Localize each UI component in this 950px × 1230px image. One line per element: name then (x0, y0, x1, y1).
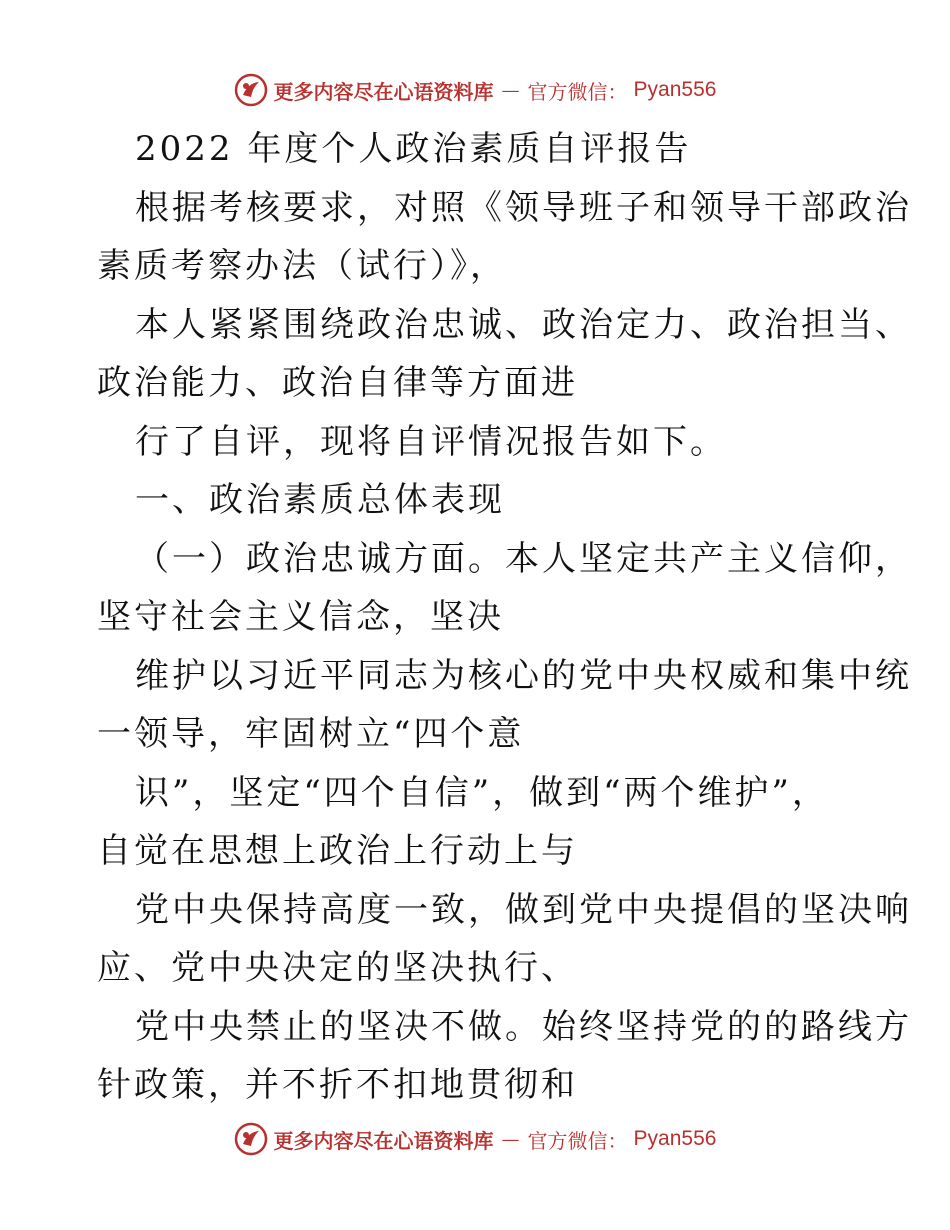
section-heading: 一、政治素质总体表现 (135, 480, 505, 520)
text-line: 党中央保持高度一致，做到党中央提倡的坚决响 (135, 889, 912, 930)
header-banner (0, 70, 950, 110)
banner-separator: — (501, 1128, 520, 1150)
text-line: 党中央禁止的坚决不做。始终坚持党的的路线方 (135, 1006, 912, 1047)
text-line: 根据考核要求，对照《领导班子和领导干部政治 (135, 187, 912, 228)
banner-separator: — (501, 79, 520, 101)
document-title: 2022 年度个人政治素质自评报告 (135, 129, 692, 169)
text-line: 针政策，并不折不扣地贯彻和 (97, 1065, 578, 1105)
text-line: 一领导，牢固树立“四个意 (97, 714, 525, 754)
text-line: 本人紧紧围绕政治忠诚、政治定力、政治担当、 (135, 304, 912, 345)
logo-icon (234, 1122, 268, 1156)
text-line: 行了自评，现将自评情况报告如下。 (135, 421, 727, 462)
logo-icon (234, 73, 268, 107)
text-line: 应、党中央决定的坚决执行、 (97, 948, 578, 988)
footer-banner (0, 1119, 950, 1159)
document-body (97, 120, 912, 1115)
text-line: 坚守社会主义信念，坚决 (97, 597, 504, 637)
text-line: 识”，坚定“四个自信”，做到“两个维护”， (135, 772, 829, 813)
text-line: （一）政治忠诚方面。本人坚定共产主义信仰， (135, 538, 912, 579)
banner-wechat-label: 官方微信： (527, 1128, 628, 1153)
banner-wechat-label: 官方微信： (527, 79, 628, 104)
text-line: 维护以习近平同志为核心的党中央权威和集中统 (135, 655, 912, 696)
text-line: 自觉在思想上政治上行动上与 (97, 831, 578, 871)
text-line: 素质考察办法（试行）》， (97, 246, 507, 286)
banner-slogan: 更多内容尽在心语资料库 (273, 1128, 494, 1153)
banner-slogan: 更多内容尽在心语资料库 (273, 79, 494, 104)
banner-wechat-id: Pyan556 (633, 78, 717, 101)
banner-wechat-id: Pyan556 (633, 1127, 717, 1150)
text-line: 政治能力、政治自律等方面进 (97, 363, 578, 403)
